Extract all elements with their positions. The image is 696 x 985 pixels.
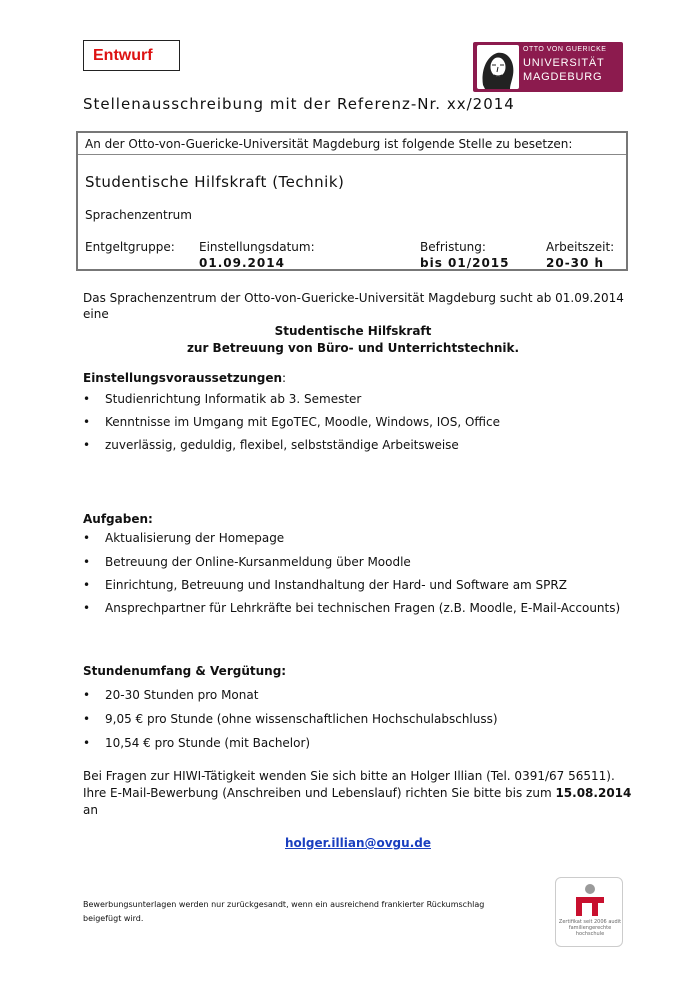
footer-note: Bewerbungsunterlagen werden nur zurückgesandt, wenn ein ausreichend frankierter Rückumschlag beigefügt wird. [83, 900, 485, 923]
intro-line-1: Das Sprachenzentrum der Otto-von-Guericke-Universität Magdeburg sucht ab 01.09.2014 [83, 291, 624, 305]
contact-line-2: Ihre E-Mail-Bewerbung (Anschreiben und Lebenslauf) richten Sie bitte bis zum 15.08.2014 [83, 786, 632, 800]
entgelt-label: Entgeltgruppe: [85, 240, 175, 254]
intro-line-2: eine [83, 307, 109, 321]
hours-label: Arbeitszeit: [546, 240, 615, 254]
position-heading: Studentische Hilfskraft [274, 324, 432, 338]
draft-label: Entwurf [83, 40, 180, 71]
term-value: bis 01/2015 [420, 256, 510, 270]
position-info-box [76, 131, 628, 271]
tasks-heading: Aufgaben: [83, 512, 153, 526]
family-audit-certificate [555, 877, 623, 947]
email-link[interactable]: holger.illian@ovgu.de [285, 836, 431, 850]
date-label: Einstellungsdatum: [199, 240, 315, 254]
job-title: Studentische Hilfskraft (Technik) [85, 173, 345, 191]
pay-heading: Stundenumfang & Vergütung: [83, 664, 287, 678]
portrait-logo-icon [477, 45, 519, 89]
hours-value: 20-30 h [546, 256, 605, 270]
box-intro: An der Otto-von-Guericke-Universität Magdeburg ist folgende Stelle zu besetzen: [85, 137, 573, 151]
audit-logo-icon [570, 882, 610, 918]
certificate-text: Zertifikat seit 2006 audit familiengerechte hochschule [558, 919, 622, 937]
logo-line-2: UNIVERSITÄT [523, 57, 605, 69]
logo-line-1: OTTO VON GUERICKE [523, 46, 607, 53]
page-title: Stellenausschreibung mit der Referenz-Nr. xx/2014 [83, 95, 515, 113]
deadline-date: 15.08.2014 [555, 786, 632, 800]
position-subheading: zur Betreuung von Büro- und Unterrichtstechnik. [186, 341, 520, 355]
date-value: 01.09.2014 [199, 256, 285, 270]
contact-line-1: Bei Fragen zur HIWI-Tätigkeit wenden Sie sich bitte an Holger Illian (Tel. 0391/67 56511). [83, 769, 615, 783]
requirements-heading: Einstellungsvoraussetzungen: [83, 371, 287, 385]
contact-line-3: an [83, 803, 98, 817]
department: Sprachenzentrum [85, 208, 192, 222]
box-divider [78, 154, 626, 155]
university-logo [473, 42, 623, 92]
term-label: Befristung: [420, 240, 486, 254]
logo-line-3: MAGDEBURG [523, 71, 603, 83]
